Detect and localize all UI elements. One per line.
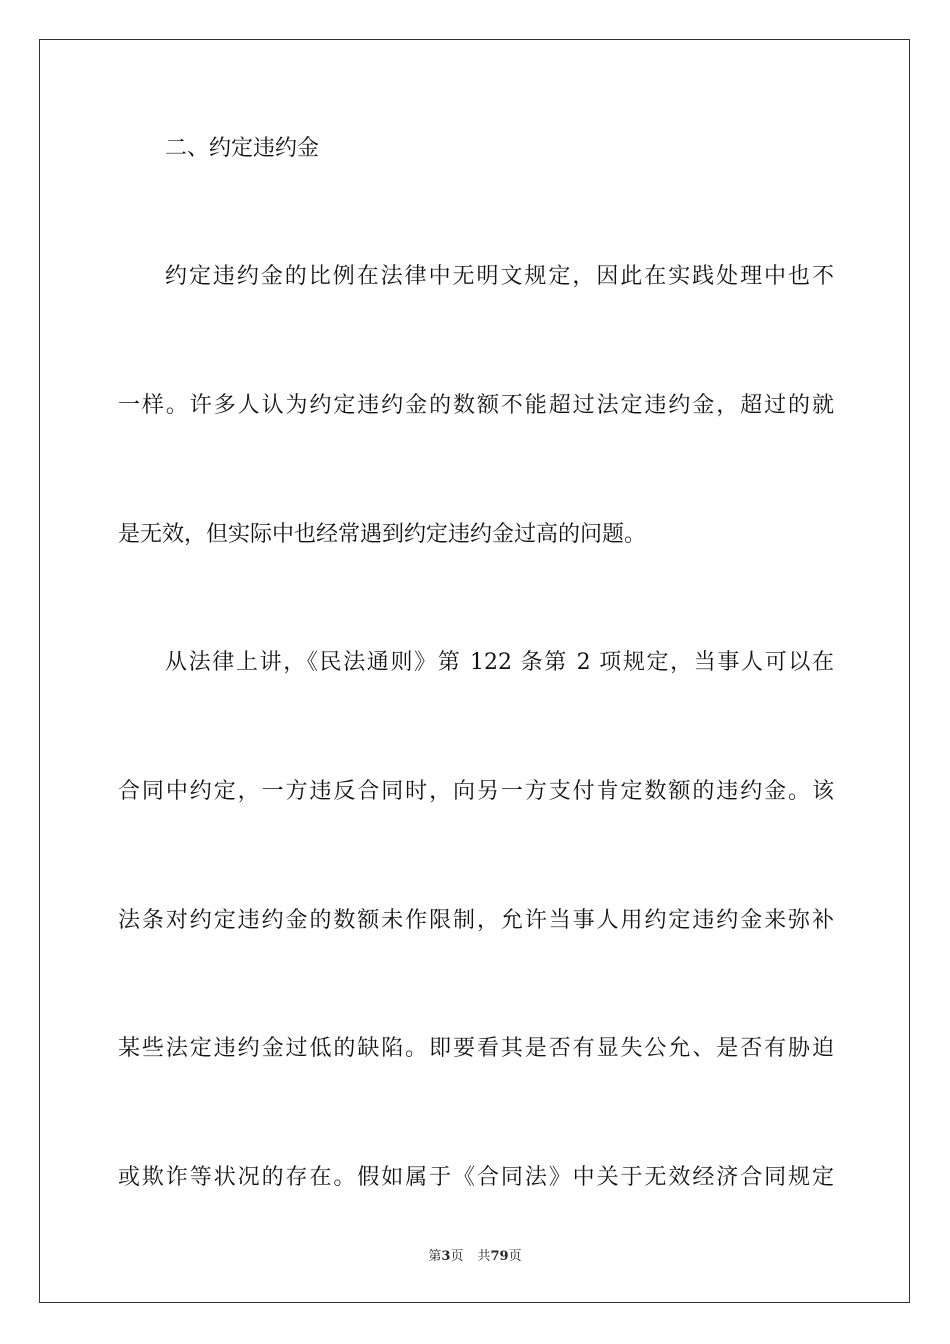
paragraph-line: 某些法定违约金过低的缺陷。即要看其是否有显失公允、是否有胁迫 [118,1036,834,1061]
paragraph-line: 是无效，但实际中也经常遇到约定违约金过高的问题。 [118,522,647,547]
paragraph-line: 或欺诈等状况的存在。假如属于《合同法》中关于无效经济合同规定 [118,1165,834,1190]
section-heading: 二、约定违约金 [165,136,320,161]
page-suffix: 页 [450,1249,464,1264]
total-prefix: 共 [477,1249,491,1264]
page-prefix: 第 [428,1249,442,1264]
page-footer [0,1248,950,1266]
paragraph-line: 从法律上讲，《民法通则》第 122 条第 2 项规定，当事人可以在 [165,650,834,675]
paragraph-line: 约定违约金的比例在法律中无明文规定，因此在实践处理中也不 [165,264,834,289]
page-number: 3 [441,1249,451,1264]
paragraph-line: 一样。许多人认为约定违约金的数额不能超过法定违约金，超过的就 [118,393,834,418]
total-pages: 79 [490,1249,509,1264]
paragraph-line: 法条对约定违约金的数额未作限制，允许当事人用约定违约金来弥补 [118,908,834,933]
total-suffix: 页 [508,1249,522,1264]
paragraph-line: 合同中约定，一方违反合同时，向另一方支付肯定数额的违约金。该 [118,779,834,804]
